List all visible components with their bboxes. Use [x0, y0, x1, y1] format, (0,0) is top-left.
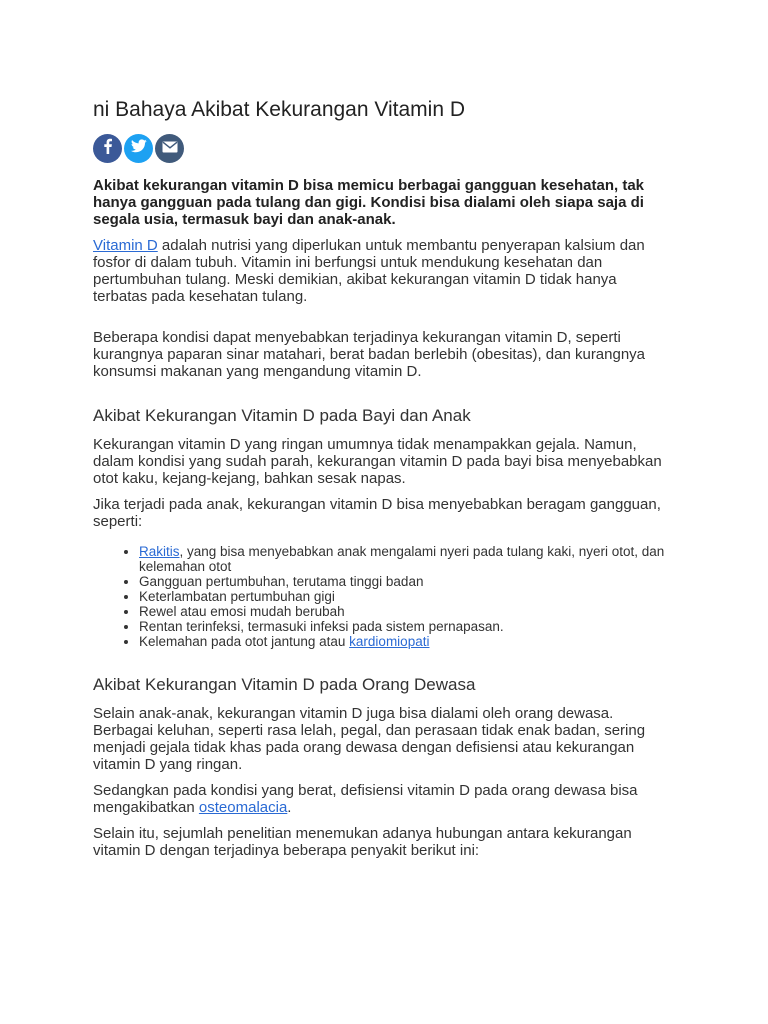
article-title: ni Bahaya Akibat Kekurangan Vitamin D: [93, 98, 466, 121]
adults-paragraph-3: Selain itu, sejumlah penelitian menemukan adanya hubungan antara kekurangan vitamin D dengan terjadinya beberapa penyakit berikut ini:: [93, 825, 632, 859]
intro-text: adalah nutrisi yang diperlukan untuk membantu penyerapan kalsium dan fosfor di dalam tubuh. Vitamin ini berfungsi untuk mendukung kesehatan dan pertumbuhan tulang. Meski demikian, akibat kekurangan vitamin D tidak hanya terbatas pada kesehatan tulang.: [93, 237, 645, 305]
section-heading-adults: Akibat Kekurangan Vitamin D pada Orang Dewasa: [93, 675, 476, 694]
twitter-icon: [131, 139, 147, 158]
list-item: • Rentan terinfeksi, termasuki infeksi pada sistem pernapasan.: [139, 619, 668, 634]
adults-paragraph-2-text: Sedangkan pada kondisi yang berat, defisiensi vitamin D pada orang dewasa bisa mengakibatkan: [93, 782, 638, 816]
share-bar: [93, 134, 668, 163]
kardiomiopati-link[interactable]: kardiomiopati: [349, 634, 430, 649]
adults-paragraph-2-end: .: [287, 799, 292, 816]
list-item: • Rewel atau emosi mudah berubah: [139, 604, 668, 619]
adults-paragraph-1: Selain anak-anak, kekurangan vitamin D juga bisa dialami oleh orang dewasa. Berbagai keluhan, seperti rasa lelah, pegal, dan perasaan tidak enak badan, sering menjadi gejala tidak khas pada orang dewasa dengan defisiensi atau kekurangan vitamin D yang ringan.: [93, 705, 646, 773]
vitamin-d-link[interactable]: Vitamin D: [93, 237, 158, 254]
email-icon: [162, 140, 178, 158]
list-item: [139, 634, 668, 649]
causes-paragraph: Beberapa kondisi dapat menyebabkan terjadinya kekurangan vitamin D, seperti kurangnya paparan sinar matahari, berat badan berlebih (obesitas), dan kurangnya konsumsi makanan yang mengandung vitamin D.: [93, 329, 646, 380]
list-item: • Keterlambatan pertumbuhan gigi: [139, 589, 668, 604]
children-paragraph-1: Kekurangan vitamin D yang ringan umumnya tidak menampakkan gejala. Namun, dalam kondisi yang sudah parah, kekurangan vitamin D pada bayi bisa menyebabkan otot kaku, kejang-kejang, bahkan sesak napas.: [93, 436, 662, 487]
facebook-share-button[interactable]: [93, 134, 122, 163]
email-share-button[interactable]: [155, 134, 184, 163]
adults-paragraph-2: [93, 782, 668, 816]
osteomalacia-link[interactable]: osteomalacia: [198, 799, 288, 816]
list-item: [139, 544, 668, 574]
article: [93, 96, 668, 868]
children-effects-list: [93, 544, 668, 649]
list-item-text: Kelemahan pada otot jantung atau: [139, 634, 350, 649]
article-lead: Akibat kekurangan vitamin D bisa memicu berbagai gangguan kesehatan, tak hanya gangguan pada tulang dan gigi. Kondisi bisa dialami oleh siapa saja di segala usia, termasuk bayi dan anak-anak.: [93, 177, 645, 228]
twitter-share-button[interactable]: [124, 134, 153, 163]
facebook-icon: [101, 138, 115, 159]
intro-paragraph: [93, 237, 668, 305]
list-item-text: , yang bisa menyebabkan anak mengalami nyeri pada tulang kaki, nyeri otot, dan kelemahan otot: [139, 544, 665, 574]
list-item: • Gangguan pertumbuhan, terutama tinggi badan: [139, 574, 668, 589]
section-heading-children: Akibat Kekurangan Vitamin D pada Bayi dan Anak: [93, 406, 471, 425]
children-paragraph-2: Jika terjadi pada anak, kekurangan vitamin D bisa menyebabkan beragam gangguan, seperti:: [93, 496, 661, 530]
rakitis-link[interactable]: Rakitis: [139, 544, 180, 559]
